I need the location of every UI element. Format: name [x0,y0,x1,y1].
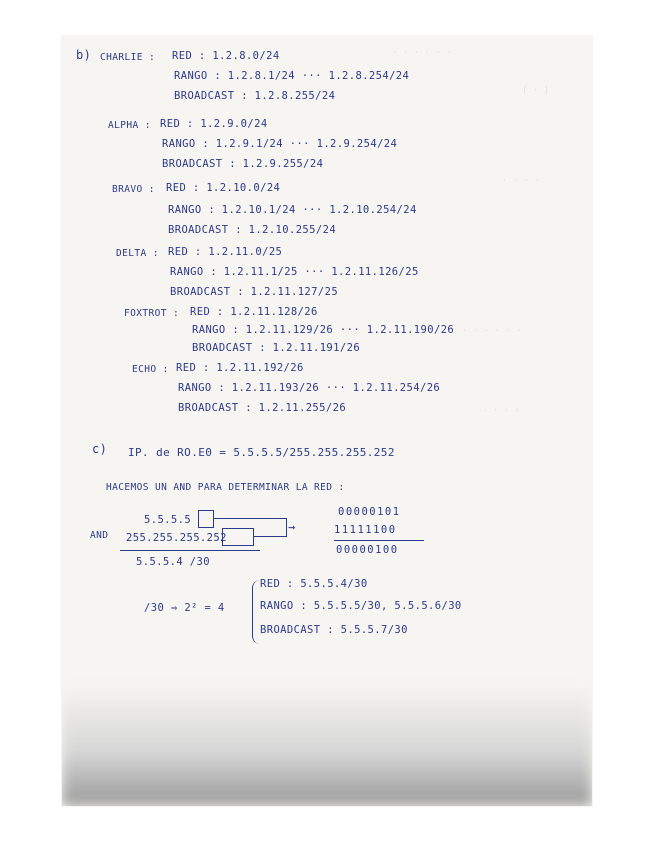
mask-operand: 255.255.255.252 [126,532,227,544]
echo-broadcast: BROADCAST : 1.2.11.255/26 [178,402,347,414]
part-b-marker: b) [76,48,92,62]
bleed-through-text: · · · · [502,176,540,186]
binary-sum-line [334,540,424,541]
bravo-rango: RANGO : 1.2.10.1/24 ··· 1.2.10.254/24 [168,204,417,216]
bravo-red: RED : 1.2.10.0/24 [166,182,281,194]
charlie-rango: RANGO : 1.2.8.1/24 ··· 1.2.8.254/24 [174,70,410,82]
bravo-label: BRAVO : [112,184,155,195]
delta-label: DELTA : [116,248,159,259]
foxtrot-rango: RANGO : 1.2.11.129/26 ··· 1.2.11.190/26 [192,324,455,336]
bravo-broadcast: BROADCAST : 1.2.10.255/24 [168,224,337,236]
charlie-label: CHARLIE : [100,52,156,63]
part-c-marker: c) [92,442,108,456]
octet-box-ip [198,510,214,528]
ip-operand: 5.5.5.5 [144,514,192,526]
result-red: RED : 5.5.5.4/30 [260,578,368,590]
sum-line [120,550,260,551]
bleed-through-text: · · · · [482,406,520,416]
foxtrot-label: FOXTROT : [124,308,180,319]
arrow-connector [286,518,287,537]
result-broadcast: BROADCAST : 5.5.5.7/30 [260,624,408,636]
echo-rango: RANGO : 1.2.11.193/26 ··· 1.2.11.254/26 [178,382,441,394]
and-result: 5.5.5.4 /30 [136,556,210,568]
delta-rango: RANGO : 1.2.11.1/25 ··· 1.2.11.126/25 [170,266,419,278]
and-label: AND [90,530,109,541]
arrow-line-top [214,518,286,519]
binary-result: 00000100 [336,544,399,556]
binary-mask: 11111100 [334,524,397,536]
bleed-through-text: · · · · · · [462,326,522,336]
echo-red: RED : 1.2.11.192/26 [176,362,304,374]
notebook-page [62,36,592,806]
ip-equation: IP. de RO.E0 = 5.5.5.5/255.255.255.252 [128,446,395,459]
result-rango: RANGO : 5.5.5.5/30, 5.5.5.6/30 [260,600,462,612]
delta-red: RED : 1.2.11.0/25 [168,246,283,258]
echo-label: ECHO : [132,364,169,375]
blurred-region [62,686,592,806]
arrow-icon: → [288,520,296,534]
charlie-red: RED : 1.2.8.0/24 [172,50,280,62]
alpha-label: ALPHA : [108,120,151,131]
octet-box-mask [222,528,254,546]
power-of-two: /30 ⇒ 2² = 4 [144,602,225,614]
foxtrot-broadcast: BROADCAST : 1.2.11.191/26 [192,342,361,354]
foxtrot-red: RED : 1.2.11.128/26 [190,306,318,318]
and-instruction: HACEMOS UN AND PARA DETERMINAR LA RED : [106,482,345,493]
delta-broadcast: BROADCAST : 1.2.11.127/25 [170,286,339,298]
charlie-broadcast: BROADCAST : 1.2.8.255/24 [174,90,336,102]
arrow-line-bottom [254,536,286,537]
alpha-red: RED : 1.2.9.0/24 [160,118,268,130]
bleed-through-text: ( · ) [522,86,550,96]
binary-ip: 00000101 [338,506,401,518]
alpha-rango: RANGO : 1.2.9.1/24 ··· 1.2.9.254/24 [162,138,398,150]
alpha-broadcast: BROADCAST : 1.2.9.255/24 [162,158,324,170]
bleed-through-text: · · · · · · [392,48,452,58]
